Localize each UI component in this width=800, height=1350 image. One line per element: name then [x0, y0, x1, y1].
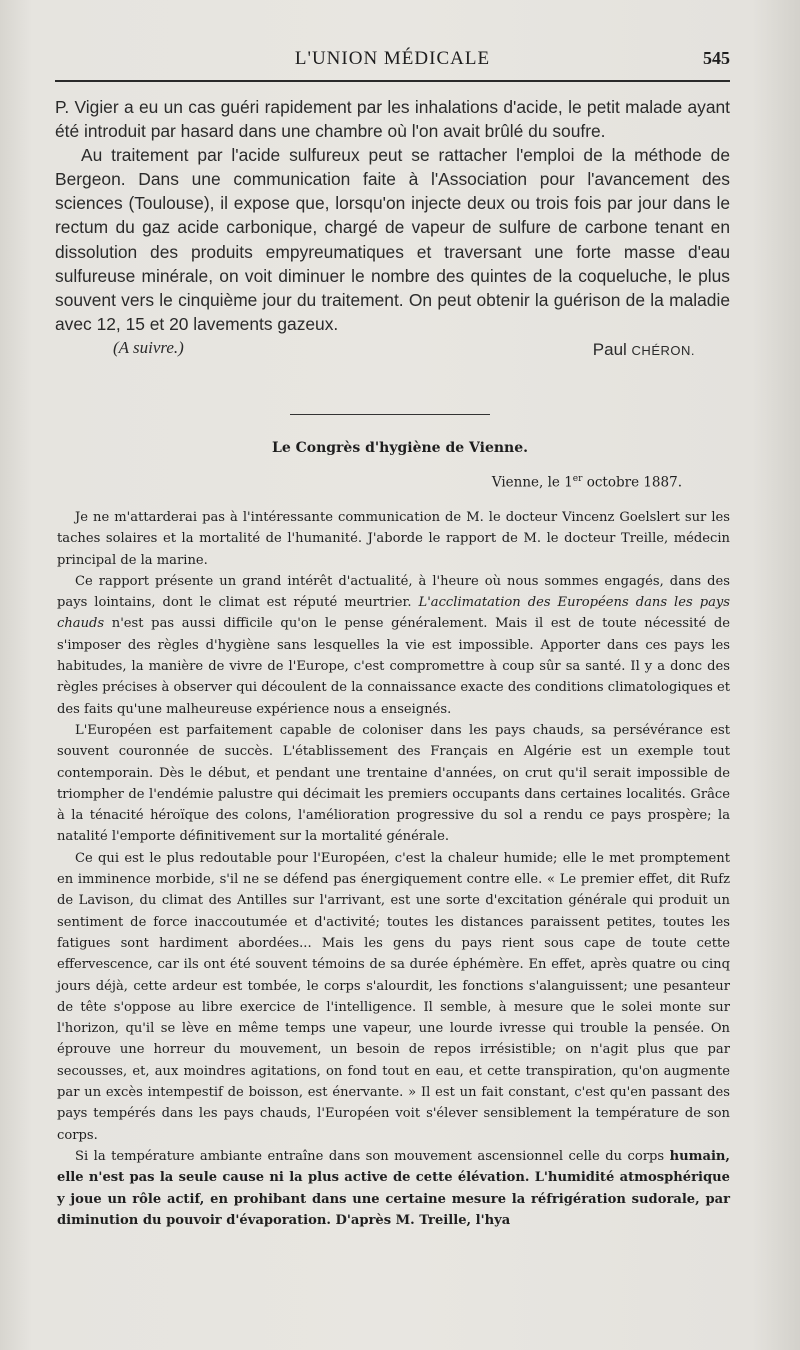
paragraph: Si la température ambiante entraîne dans son mouvement ascensionnel celle du corps humain, elle n'est pas la seule cause ni la plus active de cette élévation. L'humidité atmosphérique y joue un rôle actif, en prohibant dans une certaine mesure la réfrigération sudorale, par diminution du pouvoir d'évaporation. D'après M. Treille, l'hya: [57, 1148, 730, 1228]
article-title: Le Congrès d'hygiène de Vienne.: [271, 440, 529, 456]
paragraph: Au traitement par l'acide sulfureux peut se rattacher l'emploi de la méthode de Bergeon. Dans une communication faite à l'Association pour l'avancement des sciences (Toulouse), il expose que, lorsqu'on injecte deux ou trois fois par jour dans le rectum du gaz acide carbonique, chargé de vapeur de sulfure de carbone tenant en dissolution des produits empyreumatiques et traversant une forte masse d'eau sulfureuse minérale, on voit diminuer le nombre des quintes de la coqueluche, le plus souvent vers le cinquième jour du traitement. On peut obtenir la guérison de la maladie avec 12, 15 et 20 lavements gazeux.: [55, 145, 730, 334]
article-body: [57, 507, 730, 1231]
continued-article: [55, 95, 730, 360]
to-be-continued: (A suivre.): [113, 337, 184, 357]
section-divider: [290, 414, 490, 415]
running-title: L'UNION MÉDICALE: [294, 48, 491, 69]
paragraph: Ce qui est le plus redoutable pour l'Européen, c'est la chaleur humide; elle le met promptement en imminence morbide, s'il ne se défend pas énergiquement contre elle. « Le premier effet, dit Rufz de Lavison, du climat des Antilles sur l'arrivant, est une sorte d'excitation générale qui produit un sentiment de force inaccoutumée et d'activité; toutes les distances paraissent petites, toutes les fatigues sont hardiment abordées... Mais les gens du pays rient sous cape de toute cette effervescence, car ils ont été souvent témoins de sa durée éphémère. En effet, après quatre ou cinq jours déjà, cette ardeur est tombée, le corps s'alourdit, les fonctions s'alanguissent; une pesanteur de tête s'oppose au libre exercice de l'intelligence. Il semble, à mesure que le solei monte sur l'horizon, qu'il se lève en même temps une vapeur, une lourde ivresse qui trouble la pensée. On éprouve une horreur du mouvement, un besoin de repos irrésistible; on n'agit plus que par secousses, et, aux moindres agitations, on fond tout en eau, et cette transpiration, qu'on augmente par un excès intempestif de boisson, est énervante. » Il est un fait constant, c'est qu'en passant des pays tempérés dans les pays chauds, l'Européen voit s'élever sensiblement la température de son corps.: [57, 850, 730, 1143]
dateline: Vienne, le 1er octobre 1887.: [491, 474, 682, 491]
header-rule: [55, 80, 730, 82]
page-header: [55, 48, 730, 74]
signature-row: [55, 336, 730, 360]
paragraph: Je ne m'attarderai pas à l'intéressante communication de M. le docteur Vincenz Goelslert sur les taches solaires et la mortalité de l'humanité. J'aborde le rapport de M. le docteur Treille, médecin principal de la marine.: [57, 510, 730, 568]
paragraph: P. Vigier a eu un cas guéri rapidement par les inhalations d'acide, le petit malade ayant été introduit par hasard dans une chambre où l'on avait brûlé du soufre.: [55, 97, 730, 142]
author-signature: Paul CHÉRON.: [592, 339, 695, 359]
paragraph: Ce rapport présente un grand intérêt d'actualité, à l'heure où nous sommes engagés, dans des pays lointains, dont le climat est réputé meurtrier. L'acclimatation des Européens dans les pays chauds n'est pas aussi difficile qu'on le pense généralement. Mais il est de toute nécessité de s'imposer des règles d'hygiène sans lesquelles la vie est impossible. Apporter dans ces pays les habitudes, la manière de vivre de l'Europe, c'est compromettre à coup sûr sa santé. Il y a donc des règles précises à observer qui découlent de la connaissance exacte des conditions climatologiques et des faits qu'une malheureuse expérience nous a enseignés.: [57, 573, 730, 717]
page-number: 545: [703, 48, 730, 68]
paragraph: L'Européen est parfaitement capable de coloniser dans les pays chauds, sa persévérance est souvent couronnée de succès. L'établissement des Français en Algérie est un exemple tout contemporain. Dès le début, et pendant une trentaine d'années, on crut qu'il serait impossible de triompher de l'endémie palustre qui décimait les premiers occupants dans certaines localités. Grâce à la ténacité héroïque des colons, l'amélioration progressive du sol a rendu ce pays prospère; la natalité l'emporte définitivement sur la mortalité générale.: [57, 722, 730, 845]
